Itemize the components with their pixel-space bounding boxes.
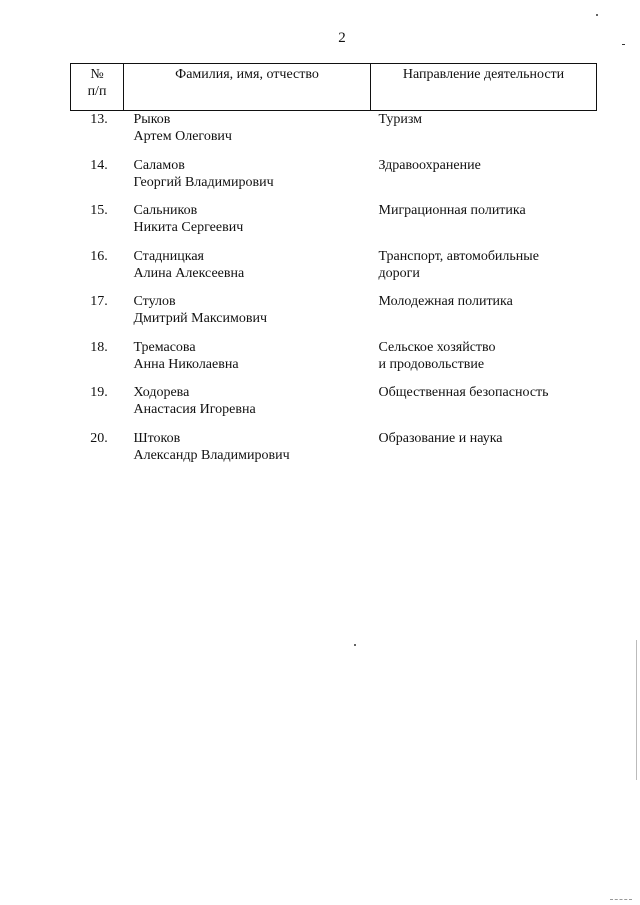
row-area [371, 157, 597, 203]
row-number: 17. [90, 294, 108, 309]
row-number: 20. [90, 430, 108, 446]
row-area [371, 430, 597, 476]
row-number: 19. [90, 385, 108, 400]
members-table [70, 63, 597, 475]
table-row [71, 202, 597, 248]
row-area-line1: Здравоохранение [378, 157, 481, 173]
row-area-line2: и продовольствие [378, 356, 485, 372]
row-surname: Сальников [133, 203, 198, 218]
row-area [371, 293, 597, 339]
row-area-line1: Молодежная политика [378, 294, 513, 309]
row-given-names: Алина Алексеевна [133, 265, 245, 281]
header-area: Направление деятельности [371, 64, 597, 111]
table-row [71, 293, 597, 339]
scan-speck [622, 44, 625, 45]
row-name [124, 339, 371, 385]
header-number [71, 64, 124, 111]
row-number: 13. [90, 112, 108, 127]
row-given-names: Никита Сергеевич [133, 220, 244, 235]
row-given-names: Анастасия Игоревна [133, 402, 256, 417]
row-area-line1: Миграционная политика [378, 203, 526, 218]
header-number-symbol: № [90, 67, 104, 82]
header-full-name: Фамилия, имя, отчество [124, 64, 371, 111]
row-area-line1: Образование и наука [378, 430, 503, 446]
row-number: 18. [90, 339, 108, 355]
row-surname: Рыков [133, 112, 171, 127]
row-surname: Ходорева [133, 385, 190, 400]
row-area-line1: Туризм [378, 112, 423, 127]
table-row [71, 339, 597, 385]
row-area [371, 202, 597, 248]
row-given-names: Георгий Владимирович [133, 174, 274, 190]
row-name [124, 111, 371, 157]
table-row [71, 384, 597, 430]
header-number-abbrev: п/п [87, 84, 107, 99]
row-number: 16. [90, 248, 108, 264]
row-area [371, 248, 597, 294]
row-area-line1: Общественная безопасность [378, 385, 549, 400]
row-given-names: Дмитрий Максимович [133, 311, 267, 326]
row-given-names: Александр Владимирович [133, 447, 290, 463]
row-area-line2: дороги [378, 265, 420, 281]
row-area [371, 384, 597, 430]
row-name [124, 157, 371, 203]
row-given-names: Анна Николаевна [133, 356, 239, 372]
page-number: 2 [338, 30, 346, 46]
table-row [71, 111, 597, 157]
row-given-names: Артем Олегович [133, 129, 232, 144]
row-area-line1: Транспорт, автомобильные [378, 248, 539, 264]
row-name [124, 293, 371, 339]
table-row [71, 248, 597, 294]
scan-edge-dash [610, 899, 632, 901]
table-row [71, 430, 597, 476]
row-surname: Стулов [133, 294, 176, 309]
row-surname: Саламов [133, 157, 185, 173]
table-row [71, 157, 597, 203]
scan-speck [354, 644, 356, 646]
row-surname: Штоков [133, 430, 181, 446]
row-number: 15. [90, 203, 108, 218]
row-name [124, 384, 371, 430]
row-name [124, 430, 371, 476]
row-number: 14. [90, 157, 108, 173]
row-name [124, 202, 371, 248]
row-area-line1: Сельское хозяйство [378, 339, 496, 355]
row-name [124, 248, 371, 294]
scan-edge-line [636, 640, 637, 780]
scan-speck [596, 14, 598, 16]
table-header-row [71, 64, 597, 111]
row-surname: Тремасова [133, 339, 196, 355]
row-area [371, 339, 597, 385]
row-surname: Стадницкая [133, 248, 204, 264]
row-area [371, 111, 597, 157]
